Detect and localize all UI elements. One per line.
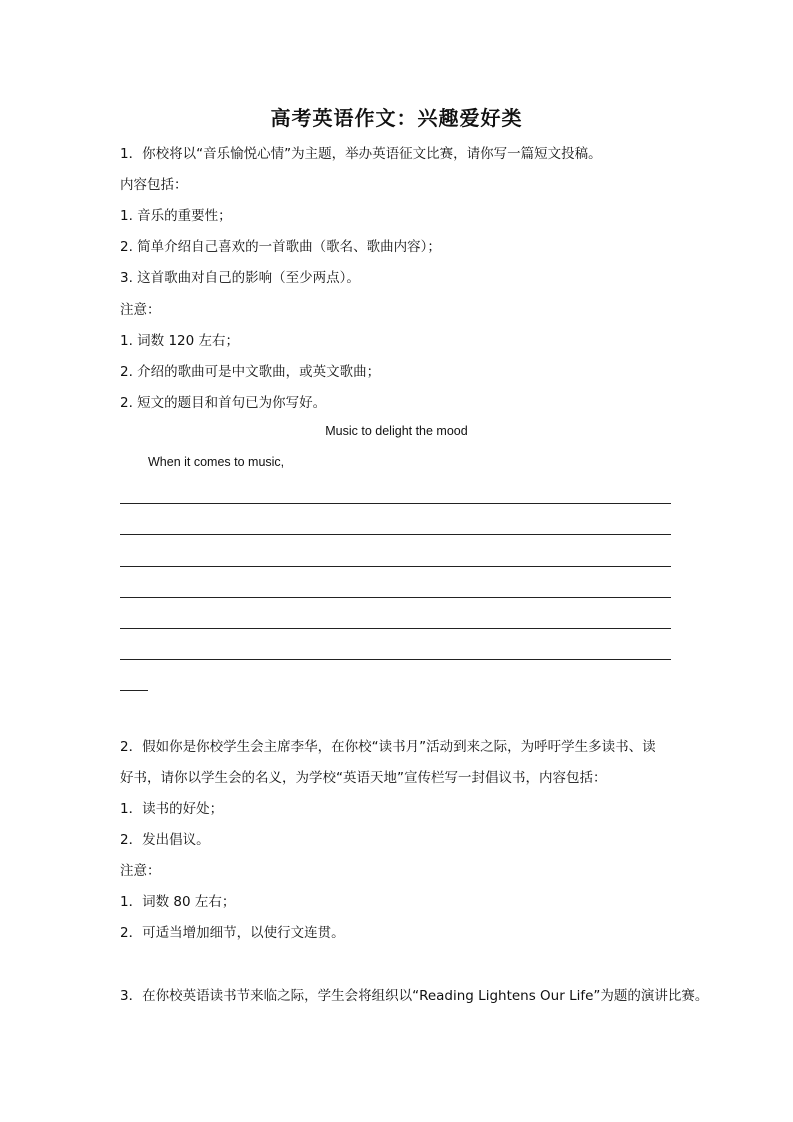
answer-line <box>120 659 671 660</box>
answer-line <box>120 503 671 504</box>
answer-line <box>120 534 671 535</box>
q3-prompt: 3．在你校英语读书节来临之际，学生会将组织以“Reading Lightens Our Life”为题的演讲比赛。 <box>120 988 709 1004</box>
q1-prompt: 1．你校将以“音乐愉悦心情”为主题，举办英语征文比赛，请你写一篇短文投稿。 <box>120 146 602 162</box>
q1-note-1: 1. 词数 120 左右； <box>120 333 240 349</box>
q2-content-item-2: 2．发出倡议。 <box>120 832 210 848</box>
q1-content-item-3: 3. 这首歌曲对自己的影响（至少两点）。 <box>120 270 360 286</box>
answer-line-end <box>120 690 148 691</box>
q1-essay-opening: When it comes to music, <box>148 455 285 469</box>
answer-line <box>120 628 671 629</box>
q1-content-heading: 内容包括： <box>120 177 188 193</box>
q2-note-1: 1．词数 80 左右； <box>120 894 236 910</box>
answer-line <box>120 566 671 567</box>
document-title: 高考英语作文：兴趣爱好类 <box>270 106 523 130</box>
q2-content-item-1: 1．读书的好处； <box>120 801 224 817</box>
q1-content-item-2: 2. 简单介绍自己喜欢的一首歌曲（歌名、歌曲内容）； <box>120 239 441 255</box>
q2-note-2: 2．可适当增加细节，以使行文连贯。 <box>120 925 345 941</box>
q1-note-3: 2. 短文的题目和首句已为你写好。 <box>120 395 327 411</box>
q1-content-item-1: 1. 音乐的重要性； <box>120 208 232 224</box>
q2-prompt-line-2: 好书，请你以学生会的名义，为学校“英语天地”宣传栏写一封倡议书，内容包括： <box>120 770 607 786</box>
q1-essay-title: Music to delight the mood <box>325 424 468 438</box>
q1-notes-heading: 注意： <box>120 302 161 318</box>
q2-notes-heading: 注意： <box>120 863 161 879</box>
q2-prompt-line-1: 2．假如你是你校学生会主席李华，在你校“读书月”活动到来之际，为呼吁学生多读书、读 <box>120 739 656 755</box>
answer-line <box>120 597 671 598</box>
q1-note-2: 2. 介绍的歌曲可是中文歌曲，或英文歌曲； <box>120 364 381 380</box>
